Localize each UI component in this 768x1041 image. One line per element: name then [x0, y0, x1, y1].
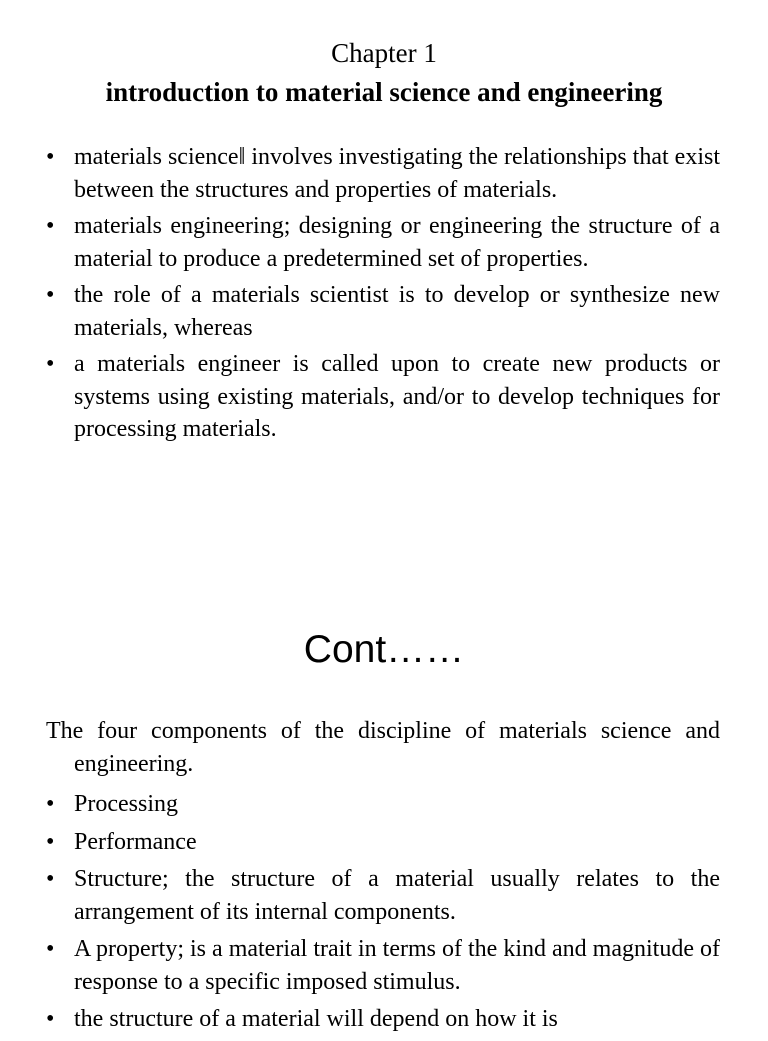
slide-heading: Cont……: [303, 628, 465, 671]
list-item: • materials engineering; designing or engineering the structure of a material to produce a predetermined set of properties.: [46, 210, 720, 275]
list-item: • Processing: [46, 788, 720, 821]
list-item: • the structure of a material will depend on how it is: [46, 1003, 720, 1036]
list-item: • materials science‖ involves investigating the relationships that exist between the structures and properties of materials.: [46, 141, 720, 206]
list-item: • a materials engineer is called upon to create new products or systems using existing materials, and/or to develop techniques for processing materials.: [46, 348, 720, 446]
definition-list: [46, 141, 720, 450]
slide-cont: [0, 560, 768, 1032]
chapter-label: Chapter 1: [331, 38, 437, 68]
list-item: • Performance: [46, 826, 720, 859]
list-item: • Structure; the structure of a material usually relates to the arrangement of its internal components.: [46, 863, 720, 928]
list-item: • the role of a materials scientist is to develop or synthesize new materials, whereas: [46, 279, 720, 344]
list-item: • A property; is a material trait in terms of the kind and magnitude of response to a specific imposed stimulus.: [46, 933, 720, 998]
intro-paragraph: The four components of the discipline of materials science and engineering.: [46, 718, 720, 777]
chapter-title: introduction to material science and engineering: [105, 77, 663, 107]
components-list: [46, 788, 720, 1041]
